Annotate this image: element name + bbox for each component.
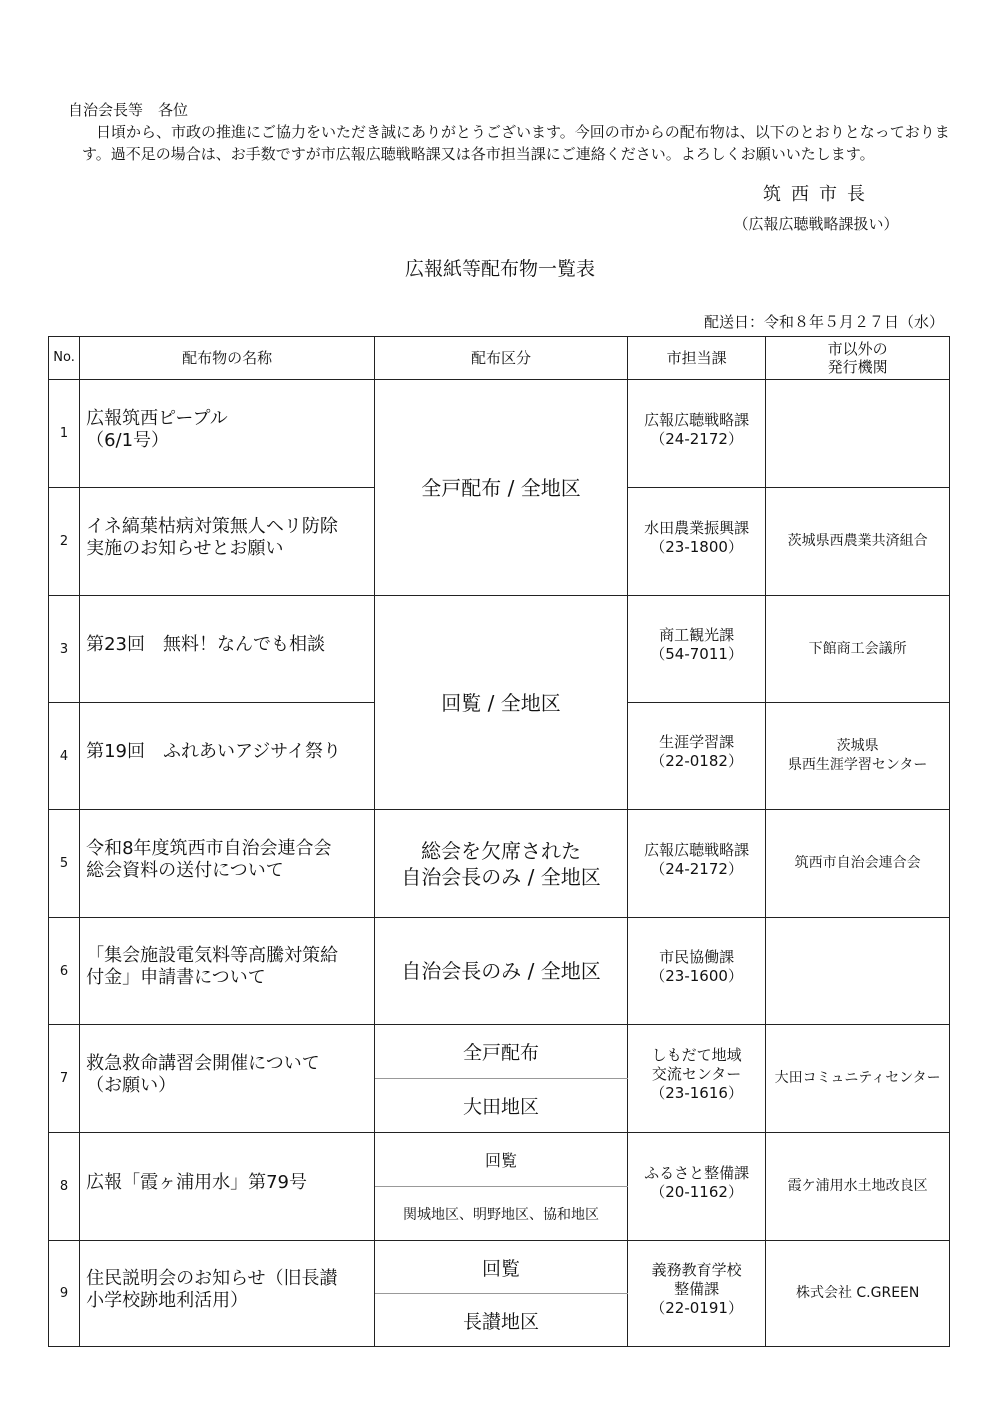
row-number: 5: [49, 810, 80, 918]
dept-name: 義務教育学校: [651, 1261, 742, 1279]
row-number: 4: [49, 703, 80, 810]
dept-name-line2: 整備課: [674, 1280, 720, 1298]
item-name-line1: 第23回 無料！なんでも相談: [86, 634, 325, 655]
item-name-line1: 第19回 ふれあいアジサイ祭り: [86, 741, 342, 762]
dept-cell: [627, 488, 765, 596]
issuer-cell: 下館商工会議所: [766, 596, 950, 703]
row-number: 8: [49, 1133, 80, 1241]
dept-name-line2: 交流センター: [651, 1065, 742, 1083]
dept-phone: （23-1600）: [650, 967, 743, 985]
issuer-cell: 茨城県西農業共済組合: [766, 488, 950, 596]
dept-phone: （22-0182）: [650, 752, 743, 770]
dept-cell: [627, 380, 765, 488]
item-name-line1: 広報筑西ピープル: [86, 407, 228, 429]
dept-phone: （54-7011）: [650, 645, 743, 663]
distribution-area: 長讃地区: [375, 1294, 628, 1347]
dept-phone: （24-2172）: [650, 429, 743, 448]
column-header-distribution: 配布区分: [375, 337, 628, 380]
distribution-cell: 回覧 / 全地区: [375, 596, 628, 810]
item-name: [80, 488, 375, 596]
row-number: 1: [49, 380, 80, 488]
delivery-date: 配送日：令和８年５月２７日（水）: [703, 313, 944, 331]
distribution-line2: 自治会長のみ / 全地区: [401, 864, 601, 889]
dept-name: ふるさと整備課: [644, 1163, 750, 1182]
dept-cell: [627, 596, 765, 703]
item-name-line2: 付金」申請書について: [86, 967, 266, 988]
item-name: [80, 1133, 375, 1241]
dept-cell: [627, 918, 765, 1025]
dept-phone: （23-1800）: [650, 537, 743, 556]
document-title: 広報紙等配布物一覧表: [404, 258, 595, 280]
dept-phone: （22-0191）: [650, 1299, 743, 1317]
table-row: [49, 918, 950, 1025]
dept-name: しもだて地域: [651, 1046, 742, 1064]
distribution-method: 回覧: [375, 1241, 628, 1294]
item-name-line1: イネ縞葉枯病対策無人ヘリ防除: [86, 515, 338, 537]
dept-name: 生涯学習課: [659, 733, 735, 751]
addressee: 自治会長等 各位: [68, 101, 189, 119]
dept-name: 水田農業振興課: [644, 518, 750, 537]
item-name-line2: 総会資料の送付について: [86, 859, 284, 881]
dept-cell: [627, 810, 765, 918]
row-number: 9: [49, 1241, 80, 1347]
dept-cell: [627, 1025, 765, 1133]
dept-cell: [627, 1133, 765, 1241]
dept-phone: （24-2172）: [650, 859, 743, 878]
distribution-cell: 全戸配布 / 全地区: [375, 380, 628, 596]
table-row: [49, 1133, 950, 1187]
column-header-issuer: [766, 337, 950, 380]
item-name-line1: 「集会施設電気料等高騰対策給: [86, 945, 339, 966]
issuer-cell: 筑西市自治会連合会: [766, 810, 950, 918]
table-row: [49, 1025, 950, 1079]
table-row: [49, 810, 950, 918]
issuer-cell: [766, 918, 950, 1025]
sender-dept: （広報広聴戦略課扱い）: [733, 215, 899, 233]
issuer-cell: 株式会社 C.GREEN: [766, 1241, 950, 1347]
issuer-cell: [766, 703, 950, 810]
item-name-line2: （6/1号）: [86, 429, 170, 451]
item-name-line1: 住民説明会のお知らせ（旧長讃: [86, 1267, 338, 1289]
row-number: 2: [49, 488, 80, 596]
row-number: 3: [49, 596, 80, 703]
item-name: [80, 918, 375, 1025]
dept-name: 商工観光課: [659, 626, 735, 644]
distribution-cell: 自治会長のみ / 全地区: [375, 918, 628, 1025]
table-row: [49, 1241, 950, 1294]
dept-name: 市民協働課: [659, 948, 735, 966]
item-name-line1: 広報「霞ヶ浦用水」第79号: [86, 1171, 307, 1193]
column-header-name: 配布物の名称: [80, 337, 375, 380]
item-name-line1: 救急救命講習会開催について: [86, 1052, 320, 1074]
item-name-line2: （お願い）: [86, 1074, 177, 1096]
item-name-line1: 令和8年度筑西市自治会連合会: [86, 837, 332, 859]
dept-phone: （23-1616）: [650, 1084, 743, 1102]
item-name: [80, 703, 375, 810]
item-name: [80, 380, 375, 488]
item-name-line2: 小学校跡地利活用）: [86, 1289, 249, 1311]
row-number: 6: [49, 918, 80, 1025]
table-row: [49, 380, 950, 488]
distribution-area: 大田地区: [375, 1079, 628, 1133]
dept-cell: [627, 703, 765, 810]
dept-phone: （20-1162）: [650, 1182, 743, 1201]
distribution-line1: 総会を欠席された: [420, 838, 581, 863]
distribution-method: 全戸配布: [375, 1025, 628, 1079]
item-name: [80, 596, 375, 703]
issuer-header-line1: 市以外の: [827, 340, 888, 358]
item-name: [80, 1025, 375, 1133]
item-name-line2: 実施のお知らせとお願い: [86, 537, 284, 559]
item-name: [80, 1241, 375, 1347]
distribution-method: 回覧: [375, 1133, 628, 1187]
distribution-table: [48, 336, 950, 1347]
issuer-cell: 霞ケ浦用水土地改良区: [766, 1133, 950, 1241]
distribution-cell: [375, 810, 628, 918]
intro-paragraph: 日頃から、市政の推進にご協力をいただき誠にありがとうございます。今回の市からの配布物は、以下のとおりとなっております。過不足の場合は、お手数ですが市広報広聴戦略課又は各市担当課にご連絡ください。よろしくお願いいたします。: [82, 123, 950, 163]
sender-block: [706, 184, 926, 234]
issuer-header-line2: 発行機関: [827, 358, 888, 376]
table-row: [49, 596, 950, 703]
row-number: 7: [49, 1025, 80, 1133]
distribution-area: 関城地区、明野地区、協和地区: [375, 1187, 628, 1241]
dept-cell: [627, 1241, 765, 1347]
item-name: [80, 810, 375, 918]
column-header-no: No.: [49, 337, 80, 380]
intro-text: [82, 121, 952, 165]
sender-name: 筑西市長: [763, 184, 875, 205]
issuer-line2: 県西生涯学習センター: [787, 757, 928, 773]
issuer-cell: 大田コミュニティセンター: [766, 1025, 950, 1133]
dept-name: 広報広聴戦略課: [644, 840, 750, 859]
column-header-dept: 市担当課: [627, 337, 765, 380]
dept-name: 広報広聴戦略課: [644, 410, 750, 429]
issuer-cell: [766, 380, 950, 488]
table-header-row: [49, 337, 950, 380]
issuer-line1: 茨城県: [836, 738, 879, 754]
